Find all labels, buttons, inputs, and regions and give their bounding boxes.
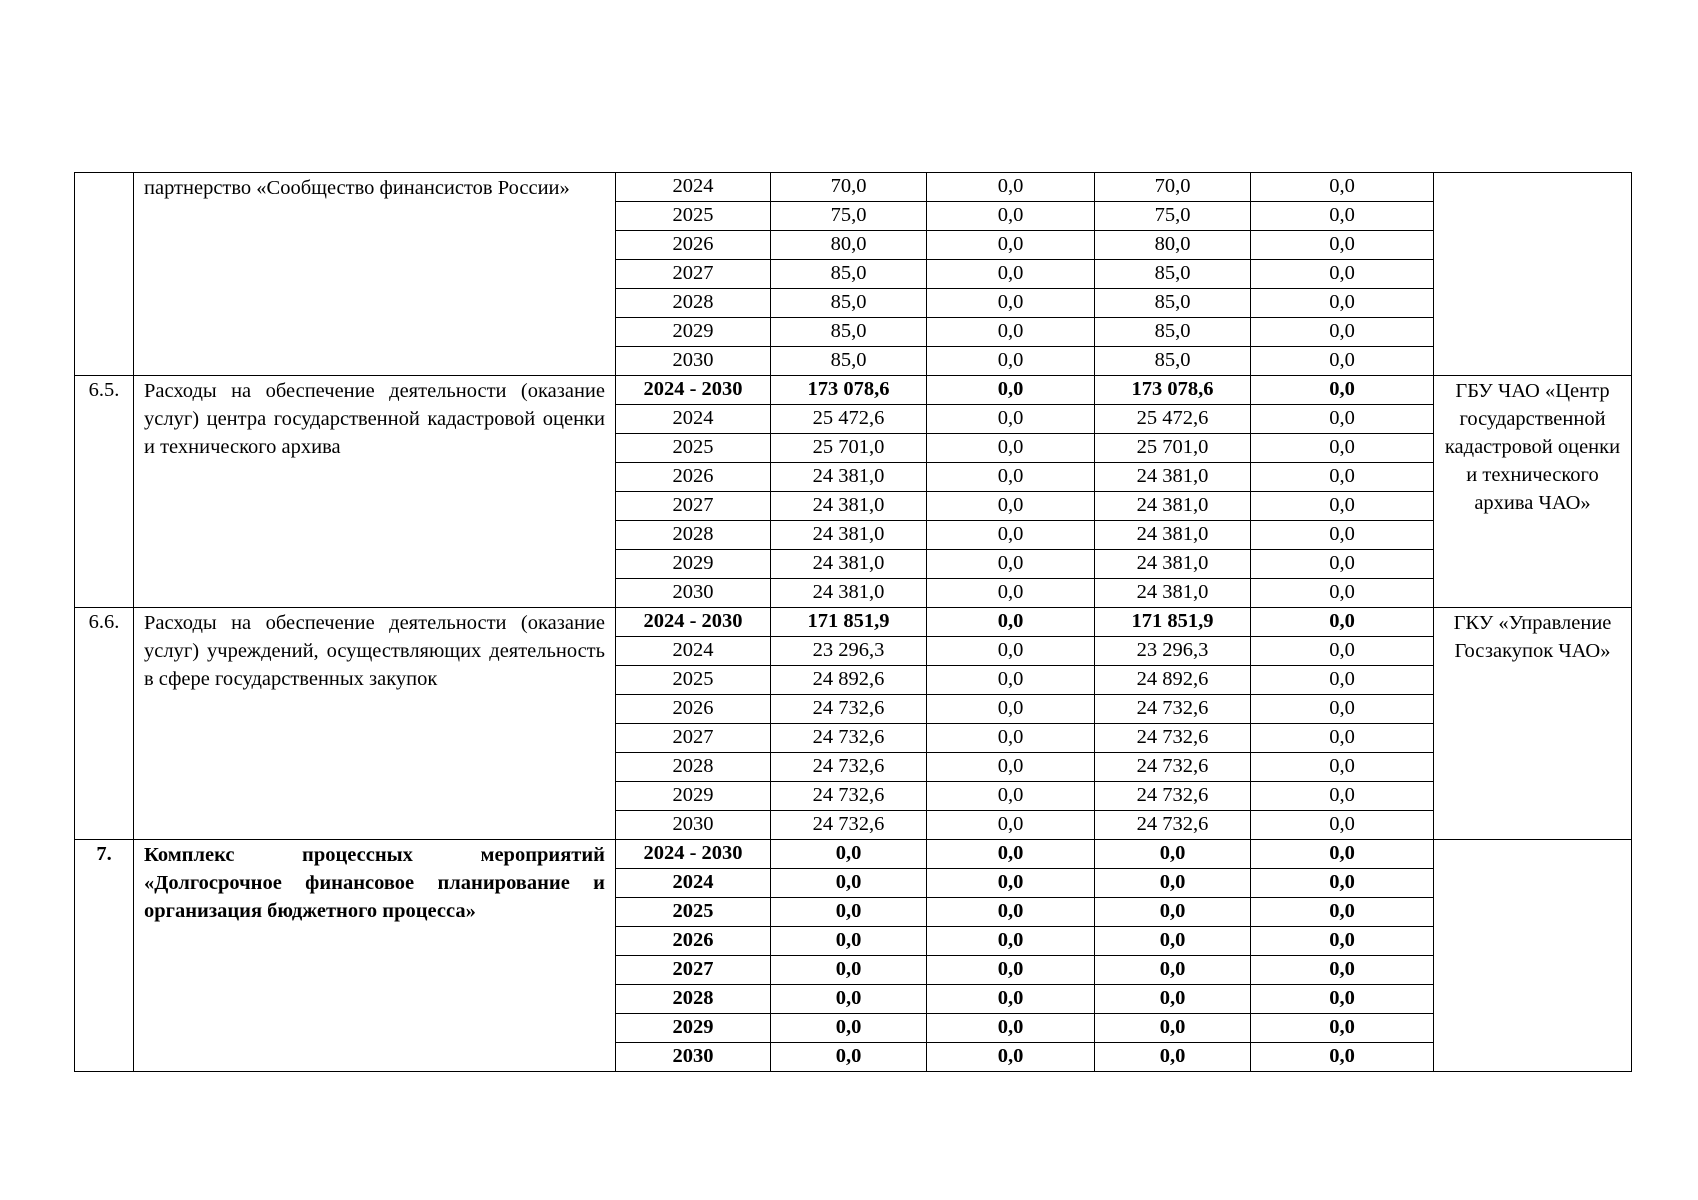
other-sources-cell: 0,0 xyxy=(1251,318,1434,347)
federal-budget-cell: 0,0 xyxy=(927,231,1095,260)
item-description: Расходы на обеспечение деятельности (оказание услуг) центра государственной кадастровой оценки и технического архива xyxy=(134,376,616,608)
period-cell: 2030 xyxy=(616,347,771,376)
federal-budget-cell: 0,0 xyxy=(927,550,1095,579)
total-cell: 24 381,0 xyxy=(771,463,927,492)
federal-budget-cell: 0,0 xyxy=(927,869,1095,898)
regional-budget-cell: 25 472,6 xyxy=(1095,405,1251,434)
total-cell: 85,0 xyxy=(771,318,927,347)
regional-budget-cell: 0,0 xyxy=(1095,1043,1251,1072)
regional-budget-cell: 24 732,6 xyxy=(1095,724,1251,753)
total-cell: 23 296,3 xyxy=(771,637,927,666)
other-sources-cell: 0,0 xyxy=(1251,608,1434,637)
period-cell: 2027 xyxy=(616,956,771,985)
period-cell: 2028 xyxy=(616,289,771,318)
total-cell: 85,0 xyxy=(771,347,927,376)
period-cell: 2030 xyxy=(616,579,771,608)
total-cell: 24 381,0 xyxy=(771,521,927,550)
regional-budget-cell: 0,0 xyxy=(1095,898,1251,927)
item-number xyxy=(75,173,134,376)
period-cell: 2026 xyxy=(616,695,771,724)
other-sources-cell: 0,0 xyxy=(1251,492,1434,521)
other-sources-cell: 0,0 xyxy=(1251,463,1434,492)
federal-budget-cell: 0,0 xyxy=(927,1043,1095,1072)
item-description: Комплекс процессных мероприятий «Долгосрочное финансовое планирование и организация бюджетного процесса» xyxy=(134,840,616,1072)
total-cell: 24 732,6 xyxy=(771,695,927,724)
other-sources-cell: 0,0 xyxy=(1251,231,1434,260)
other-sources-cell: 0,0 xyxy=(1251,1014,1434,1043)
other-sources-cell: 0,0 xyxy=(1251,869,1434,898)
other-sources-cell: 0,0 xyxy=(1251,405,1434,434)
other-sources-cell: 0,0 xyxy=(1251,695,1434,724)
regional-budget-cell: 24 732,6 xyxy=(1095,695,1251,724)
total-cell: 24 732,6 xyxy=(771,724,927,753)
regional-budget-cell: 0,0 xyxy=(1095,1014,1251,1043)
period-cell: 2028 xyxy=(616,521,771,550)
total-cell: 0,0 xyxy=(771,869,927,898)
total-cell: 24 381,0 xyxy=(771,492,927,521)
other-sources-cell: 0,0 xyxy=(1251,521,1434,550)
federal-budget-cell: 0,0 xyxy=(927,753,1095,782)
regional-budget-cell: 24 892,6 xyxy=(1095,666,1251,695)
total-cell: 0,0 xyxy=(771,1014,927,1043)
period-cell: 2024 xyxy=(616,869,771,898)
regional-budget-cell: 173 078,6 xyxy=(1095,376,1251,405)
total-cell: 24 381,0 xyxy=(771,579,927,608)
period-cell: 2029 xyxy=(616,550,771,579)
total-cell: 25 701,0 xyxy=(771,434,927,463)
regional-budget-cell: 85,0 xyxy=(1095,260,1251,289)
period-cell: 2024 - 2030 xyxy=(616,840,771,869)
total-cell: 171 851,9 xyxy=(771,608,927,637)
total-cell: 24 892,6 xyxy=(771,666,927,695)
regional-budget-cell: 23 296,3 xyxy=(1095,637,1251,666)
other-sources-cell: 0,0 xyxy=(1251,782,1434,811)
federal-budget-cell: 0,0 xyxy=(927,347,1095,376)
regional-budget-cell: 0,0 xyxy=(1095,985,1251,1014)
federal-budget-cell: 0,0 xyxy=(927,173,1095,202)
regional-budget-cell: 70,0 xyxy=(1095,173,1251,202)
federal-budget-cell: 0,0 xyxy=(927,782,1095,811)
period-cell: 2027 xyxy=(616,492,771,521)
total-cell: 0,0 xyxy=(771,840,927,869)
period-cell: 2024 - 2030 xyxy=(616,608,771,637)
responsible-executor xyxy=(1434,173,1632,376)
period-cell: 2025 xyxy=(616,898,771,927)
other-sources-cell: 0,0 xyxy=(1251,173,1434,202)
period-cell: 2026 xyxy=(616,463,771,492)
total-cell: 0,0 xyxy=(771,898,927,927)
federal-budget-cell: 0,0 xyxy=(927,695,1095,724)
responsible-executor: ГКУ «Управление Госзакупок ЧАО» xyxy=(1434,608,1632,840)
other-sources-cell: 0,0 xyxy=(1251,927,1434,956)
total-cell: 75,0 xyxy=(771,202,927,231)
other-sources-cell: 0,0 xyxy=(1251,434,1434,463)
period-cell: 2024 xyxy=(616,637,771,666)
period-cell: 2027 xyxy=(616,724,771,753)
regional-budget-cell: 85,0 xyxy=(1095,347,1251,376)
period-cell: 2028 xyxy=(616,985,771,1014)
federal-budget-cell: 0,0 xyxy=(927,463,1095,492)
period-cell: 2024 xyxy=(616,405,771,434)
regional-budget-cell: 24 732,6 xyxy=(1095,753,1251,782)
federal-budget-cell: 0,0 xyxy=(927,985,1095,1014)
total-cell: 70,0 xyxy=(771,173,927,202)
regional-budget-cell: 0,0 xyxy=(1095,840,1251,869)
item-description: партнерство «Сообщество финансистов России» xyxy=(134,173,616,376)
federal-budget-cell: 0,0 xyxy=(927,637,1095,666)
other-sources-cell: 0,0 xyxy=(1251,724,1434,753)
budget-table xyxy=(74,172,1632,1072)
federal-budget-cell: 0,0 xyxy=(927,956,1095,985)
total-cell: 173 078,6 xyxy=(771,376,927,405)
regional-budget-cell: 85,0 xyxy=(1095,289,1251,318)
federal-budget-cell: 0,0 xyxy=(927,811,1095,840)
regional-budget-cell: 24 381,0 xyxy=(1095,492,1251,521)
federal-budget-cell: 0,0 xyxy=(927,898,1095,927)
other-sources-cell: 0,0 xyxy=(1251,202,1434,231)
federal-budget-cell: 0,0 xyxy=(927,1014,1095,1043)
period-cell: 2026 xyxy=(616,927,771,956)
period-cell: 2029 xyxy=(616,318,771,347)
other-sources-cell: 0,0 xyxy=(1251,840,1434,869)
other-sources-cell: 0,0 xyxy=(1251,550,1434,579)
table-row xyxy=(75,376,1632,405)
period-cell: 2024 xyxy=(616,173,771,202)
period-cell: 2029 xyxy=(616,1014,771,1043)
federal-budget-cell: 0,0 xyxy=(927,492,1095,521)
other-sources-cell: 0,0 xyxy=(1251,985,1434,1014)
item-number: 7. xyxy=(75,840,134,1072)
other-sources-cell: 0,0 xyxy=(1251,376,1434,405)
regional-budget-cell: 24 732,6 xyxy=(1095,782,1251,811)
other-sources-cell: 0,0 xyxy=(1251,666,1434,695)
period-cell: 2029 xyxy=(616,782,771,811)
total-cell: 80,0 xyxy=(771,231,927,260)
other-sources-cell: 0,0 xyxy=(1251,579,1434,608)
total-cell: 85,0 xyxy=(771,260,927,289)
period-cell: 2024 - 2030 xyxy=(616,376,771,405)
total-cell: 0,0 xyxy=(771,927,927,956)
period-cell: 2026 xyxy=(616,231,771,260)
federal-budget-cell: 0,0 xyxy=(927,579,1095,608)
other-sources-cell: 0,0 xyxy=(1251,1043,1434,1072)
regional-budget-cell: 24 732,6 xyxy=(1095,811,1251,840)
regional-budget-cell: 25 701,0 xyxy=(1095,434,1251,463)
period-cell: 2025 xyxy=(616,434,771,463)
federal-budget-cell: 0,0 xyxy=(927,260,1095,289)
other-sources-cell: 0,0 xyxy=(1251,956,1434,985)
federal-budget-cell: 0,0 xyxy=(927,608,1095,637)
total-cell: 24 732,6 xyxy=(771,782,927,811)
federal-budget-cell: 0,0 xyxy=(927,376,1095,405)
regional-budget-cell: 75,0 xyxy=(1095,202,1251,231)
regional-budget-cell: 171 851,9 xyxy=(1095,608,1251,637)
period-cell: 2027 xyxy=(616,260,771,289)
federal-budget-cell: 0,0 xyxy=(927,434,1095,463)
total-cell: 0,0 xyxy=(771,956,927,985)
table-row xyxy=(75,608,1632,637)
federal-budget-cell: 0,0 xyxy=(927,405,1095,434)
item-number: 6.6. xyxy=(75,608,134,840)
period-cell: 2028 xyxy=(616,753,771,782)
regional-budget-cell: 24 381,0 xyxy=(1095,521,1251,550)
regional-budget-cell: 0,0 xyxy=(1095,956,1251,985)
federal-budget-cell: 0,0 xyxy=(927,318,1095,347)
federal-budget-cell: 0,0 xyxy=(927,840,1095,869)
regional-budget-cell: 80,0 xyxy=(1095,231,1251,260)
table-row xyxy=(75,840,1632,869)
total-cell: 24 732,6 xyxy=(771,811,927,840)
period-cell: 2030 xyxy=(616,1043,771,1072)
other-sources-cell: 0,0 xyxy=(1251,289,1434,318)
period-cell: 2030 xyxy=(616,811,771,840)
regional-budget-cell: 24 381,0 xyxy=(1095,579,1251,608)
period-cell: 2025 xyxy=(616,666,771,695)
item-number: 6.5. xyxy=(75,376,134,608)
other-sources-cell: 0,0 xyxy=(1251,347,1434,376)
other-sources-cell: 0,0 xyxy=(1251,753,1434,782)
table-row xyxy=(75,173,1632,202)
other-sources-cell: 0,0 xyxy=(1251,637,1434,666)
other-sources-cell: 0,0 xyxy=(1251,811,1434,840)
federal-budget-cell: 0,0 xyxy=(927,724,1095,753)
item-description: Расходы на обеспечение деятельности (оказание услуг) учреждений, осуществляющих деятельность в сфере государственных закупок xyxy=(134,608,616,840)
responsible-executor xyxy=(1434,840,1632,1072)
other-sources-cell: 0,0 xyxy=(1251,898,1434,927)
federal-budget-cell: 0,0 xyxy=(927,521,1095,550)
federal-budget-cell: 0,0 xyxy=(927,202,1095,231)
regional-budget-cell: 85,0 xyxy=(1095,318,1251,347)
total-cell: 24 732,6 xyxy=(771,753,927,782)
responsible-executor: ГБУ ЧАО «Центр государственной кадастровой оценки и технического архива ЧАО» xyxy=(1434,376,1632,608)
federal-budget-cell: 0,0 xyxy=(927,666,1095,695)
regional-budget-cell: 24 381,0 xyxy=(1095,463,1251,492)
regional-budget-cell: 0,0 xyxy=(1095,869,1251,898)
regional-budget-cell: 24 381,0 xyxy=(1095,550,1251,579)
total-cell: 0,0 xyxy=(771,1043,927,1072)
federal-budget-cell: 0,0 xyxy=(927,289,1095,318)
other-sources-cell: 0,0 xyxy=(1251,260,1434,289)
federal-budget-cell: 0,0 xyxy=(927,927,1095,956)
total-cell: 85,0 xyxy=(771,289,927,318)
period-cell: 2025 xyxy=(616,202,771,231)
total-cell: 0,0 xyxy=(771,985,927,1014)
regional-budget-cell: 0,0 xyxy=(1095,927,1251,956)
total-cell: 24 381,0 xyxy=(771,550,927,579)
total-cell: 25 472,6 xyxy=(771,405,927,434)
